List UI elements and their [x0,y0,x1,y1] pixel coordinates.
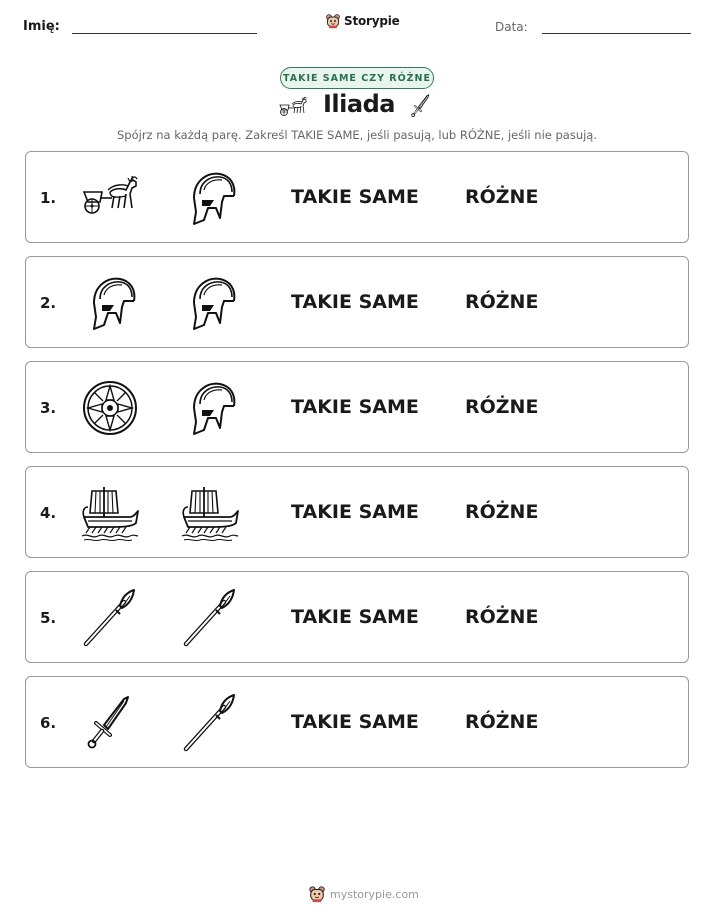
brand-logo [325,13,400,29]
pair-row [25,676,689,768]
option-same[interactable]: TAKIE SAME [291,186,419,208]
helmet-icon [180,273,240,333]
instructions: Spójrz na każdą parę. Zakreśl TAKIE SAME, jeśli pasują, lub RÓŻNE, jeśli nie pasują. [116,128,598,142]
helmet-icon [80,273,140,333]
footer [308,885,419,903]
name-label: Imię: [23,19,60,34]
option-same[interactable]: TAKIE SAME [291,501,419,523]
option-different[interactable]: RÓŻNE [465,186,539,208]
pair-row [25,151,689,243]
sword-icon [408,91,434,121]
title-row [0,90,714,122]
option-different[interactable]: RÓŻNE [465,606,539,628]
date-label: Data: [495,20,528,34]
option-same[interactable]: TAKIE SAME [291,711,419,733]
spear-icon [180,588,240,648]
pair-row [25,361,689,453]
row-number: 3. [40,399,57,417]
shield-icon [80,378,140,438]
option-different[interactable]: RÓŻNE [465,711,539,733]
option-same[interactable]: TAKIE SAME [291,291,419,313]
date-line[interactable] [542,33,691,34]
option-different[interactable]: RÓŻNE [465,291,539,313]
mascot-icon [325,13,341,29]
pair-row [25,256,689,348]
chariot-icon [80,168,140,228]
row-number: 5. [40,609,57,627]
spear-icon [80,588,140,648]
row-number: 4. [40,504,57,522]
option-different[interactable]: RÓŻNE [465,501,539,523]
chariot-icon [278,97,308,119]
row-number: 1. [40,189,57,207]
pair-row [25,571,689,663]
sword-icon [80,693,140,753]
ship-icon [80,483,140,543]
option-different[interactable]: RÓŻNE [465,396,539,418]
row-number: 2. [40,294,57,312]
spear-icon [180,693,240,753]
helmet-icon [180,378,240,438]
brand-name: Storypie [344,14,400,28]
row-number: 6. [40,714,57,732]
option-same[interactable]: TAKIE SAME [291,606,419,628]
footer-url: mystorypie.com [330,887,419,901]
pair-row [25,466,689,558]
helmet-icon [180,168,240,228]
mascot-icon [308,885,326,903]
ship-icon [180,483,240,543]
name-line[interactable] [72,33,257,34]
worksheet-badge: TAKIE SAME CZY RÓŻNE [280,67,434,89]
option-same[interactable]: TAKIE SAME [291,396,419,418]
pairs-list [25,151,689,781]
page-title: Iliada [323,90,395,118]
